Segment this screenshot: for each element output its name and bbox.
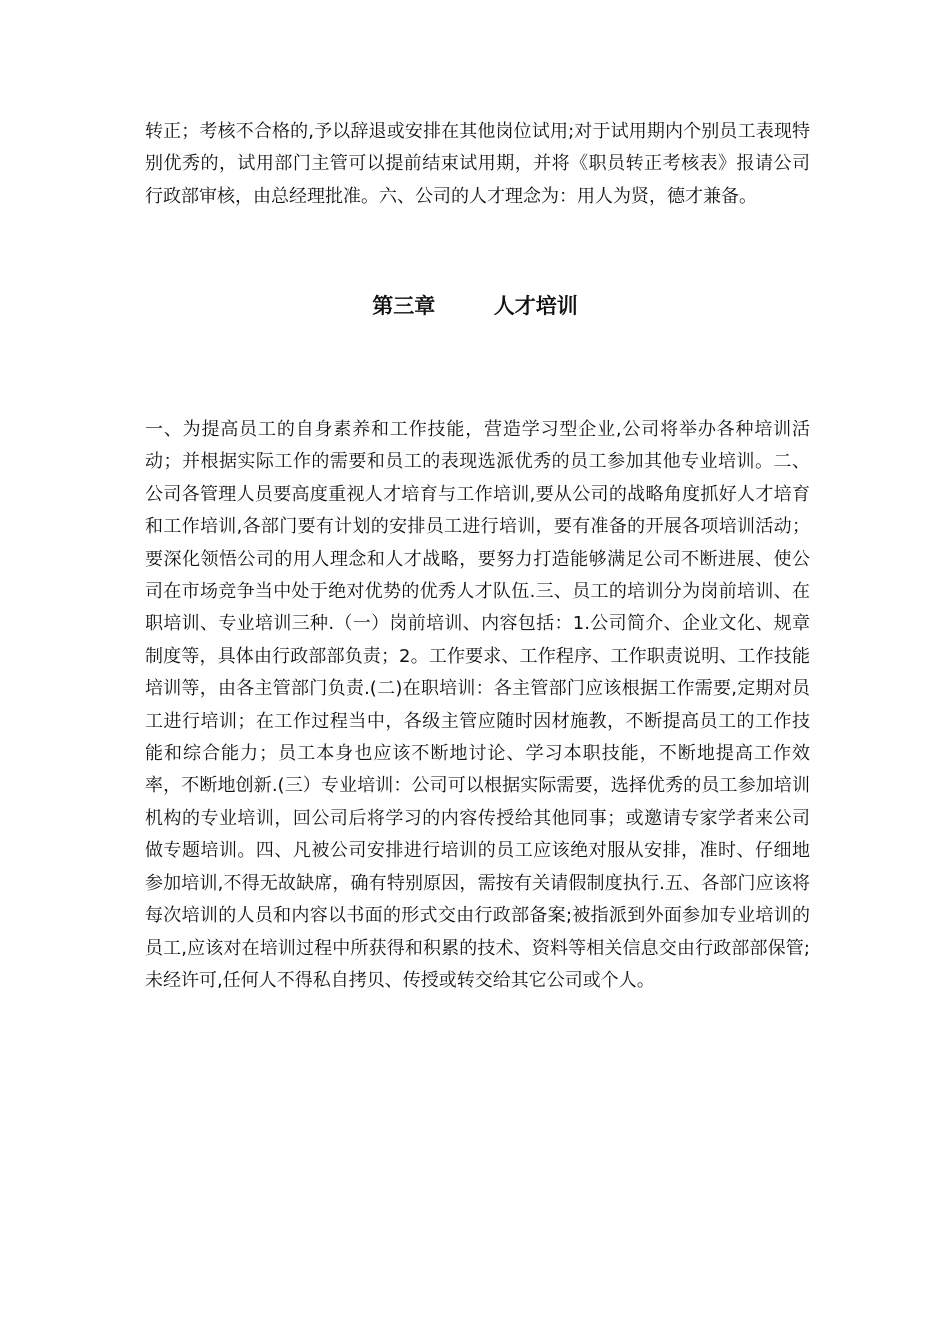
paragraph-probation-continued: 转正；考核不合格的,予以辞退或安排在其他岗位试用;对于试用期内个别员工表现特别优秀的，试用部门主管可以提前结束试用期，并将《职员转正考核表》报请公司行政部审核，由总经理批准。六、公司的人才理念为：用人为贤，德才兼备。 (145, 121, 810, 207)
chapter-heading: 第三章 人才培训 (372, 294, 578, 318)
paragraph-talent-training: 一、为提高员工的自身素养和工作技能，营造学习型企业,公司将举办各种培训活动；并根据实际工作的需要和员工的表现选派优秀的员工参加其他专业培训。二、公司各管理人员要高度重视人才培育与工作培训,要从公司的战略角度抓好人才培育和工作培训,各部门要有计划的安排员工进行培训，要有准备的开展各项培训活动；要深化领悟公司的用人理念和人才战略，要努力打造能够满足公司不断进展、使公司在市场竞争当中处于绝对优势的优秀人才队伍.三、员工的培训分为岗前培训、在职培训、专业培训三种.（一）岗前培训、内容包括：1.公司简介、企业文化、规章制度等，具体由行政部部负责；2。工作要求、工作程序、工作职责说明、工作技能培训等，由各主管部门负责.(二)在职培训：各主管部门应该根据工作需要,定期对员工进行培训；在工作过程当中，各级主管应随时因材施教，不断提高员工的工作技能和综合能力；员工本身也应该不断地讨论、学习本职技能，不断地提高工作效率，不断地创新.(三）专业培训：公司可以根据实际需要，选择优秀的员工参加培训机构的专业培训，回公司后将学习的内容传授给其他同事；或邀请专家学者来公司做专题培训。四、凡被公司安排进行培训的员工应该绝对服从安排，准时、仔细地参加培训,不得无故缺席，确有特别原因，需按有关请假制度执行.五、各部门应该将每次培训的人员和内容以书面的形式交由行政部备案;被指派到外面参加专业培训的员工,应该对在培训过程中所获得和积累的技术、资料等相关信息交由行政部部保管;未经许可,任何人不得私自拷贝、传授或转交给其它公司或个人。 (145, 419, 810, 991)
